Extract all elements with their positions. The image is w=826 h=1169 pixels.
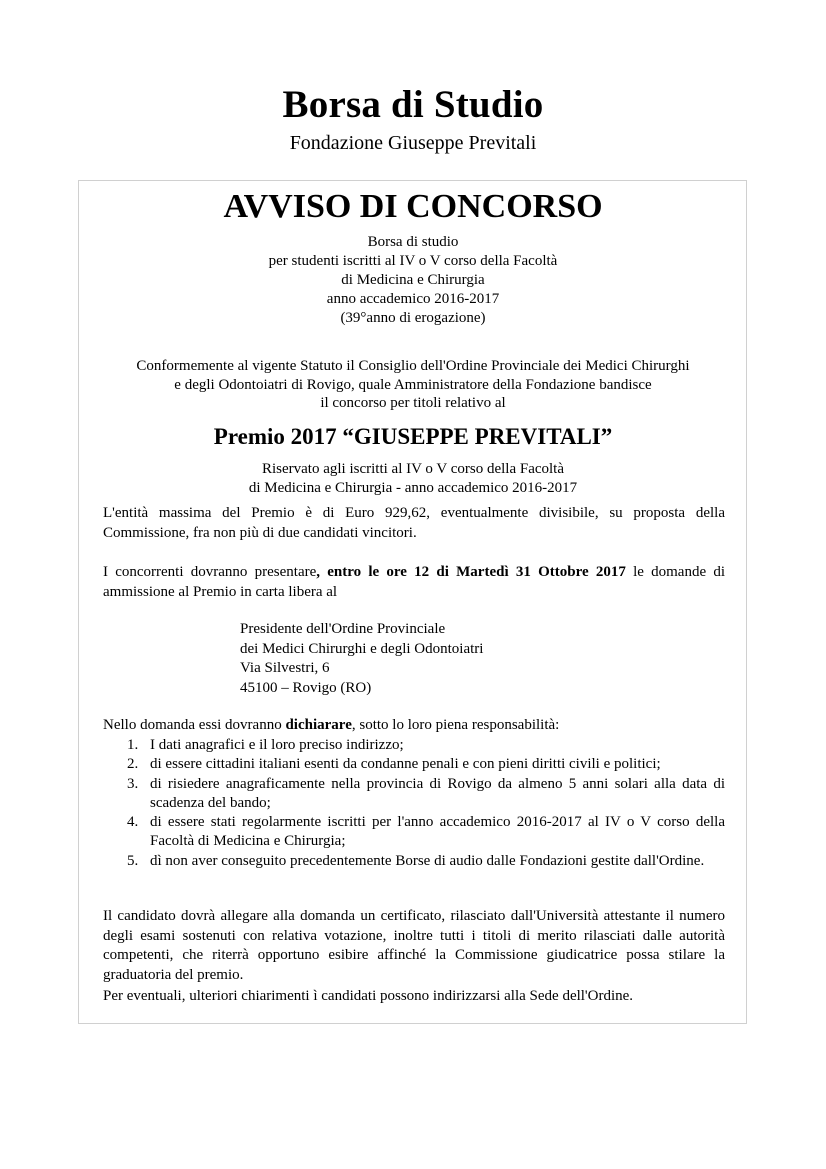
address-line: 45100 – Rovigo (RO) <box>240 679 372 696</box>
page-title: Borsa di Studio <box>282 83 544 126</box>
list-number: 2. <box>127 756 139 773</box>
detail-line: di Medicina e Chirurgia <box>341 272 485 288</box>
certificate-paragraph: Il candidato dovrà allegare alla domanda un certificato, rilasciato dall'Università attestante il numero degli esami sostenuti con relativa votazione, inoltre tutti i titoli di merito rilasciati dalle autorità competenti, che riterrà opportuno esibire affinché la Commissione giudicatrice possa stilare la graduatoria del premio. <box>103 908 725 983</box>
prize-title: Premio 2017 “GIUSEPPE PREVITALI” <box>213 424 613 449</box>
list-item-text: di essere stati regolarmente iscritti per l'anno accademico 2016-2017 al IV o V corso della Facoltà di Medicina e Chirurgia; <box>150 814 725 850</box>
deadline-text-end: le domande di ammissione al Premio in carta libera al <box>103 564 725 600</box>
address-line: Via Silvestri, 6 <box>240 660 330 676</box>
list-item-text: I dati anagrafici e il loro preciso indirizzo; <box>150 737 404 753</box>
declaration-text-start: Nello domanda essi dovranno <box>103 717 286 733</box>
detail-line: Borsa di studio <box>367 234 459 250</box>
intro-line: il concorso per titoli relativo al <box>320 395 506 411</box>
list-number: 3. <box>127 775 139 792</box>
list-item-text: dì non aver conseguito precedentemente Borse di audio dalle Fondazioni gestite dall'Ordine. <box>150 852 705 869</box>
amount-paragraph: L'entità massima del Premio è di Euro 929,62, eventualmente divisibile, su proposta della Commissione, fra non più di due candidati vincitori. <box>103 505 725 541</box>
list-item-text: di risiedere anagraficamente nella provincia di Rovigo da almeno 5 anni solari alla data di scadenza del bando; <box>150 775 725 811</box>
scholarship-details <box>0 233 826 328</box>
notice-heading: AVVISO DI CONCORSO <box>223 188 603 225</box>
deadline-text-start: I concorrenti dovranno presentare <box>103 564 317 580</box>
page-subtitle: Fondazione Giuseppe Previtali <box>289 132 537 154</box>
closing-line: Per eventuali, ulteriori chiarimenti ì candidati possono indirizzarsi alla Sede dell'Ordine. <box>103 988 634 1004</box>
intro-text <box>0 357 826 413</box>
address-block <box>240 620 483 698</box>
list-item-text: di essere cittadini italiani esenti da condanne penali e con pieni diritti civili e politici; <box>150 756 661 773</box>
list-item <box>103 813 725 852</box>
list-number: 4. <box>127 814 139 831</box>
detail-line: per studenti iscritti al IV o V corso della Facoltà <box>268 253 558 269</box>
address-line: dei Medici Chirurghi e degli Odontoiatri <box>240 640 484 657</box>
list-number: 5. <box>127 852 139 869</box>
intro-line: Conformemente al vigente Statuto il Consiglio dell'Ordine Provinciale dei Medici Chirurghi <box>136 358 690 374</box>
list-item <box>103 852 725 871</box>
list-item <box>103 755 725 774</box>
requirements-list <box>103 736 725 871</box>
list-item <box>103 775 725 814</box>
detail-line: (39°anno di erogazione) <box>340 310 486 326</box>
deadline-paragraph <box>103 563 725 602</box>
list-item <box>103 736 725 755</box>
declaration-keyword: dichiarare <box>285 717 352 733</box>
intro-line: e degli Odontoiatri di Rovigo, quale Amministratore della Fondazione bandisce <box>174 376 652 393</box>
declaration-intro <box>103 716 725 736</box>
detail-line: anno accademico 2016-2017 <box>326 291 500 307</box>
declaration-text-end: , sotto lo loro piena responsabilità: <box>351 717 560 733</box>
list-number: 1. <box>127 737 139 753</box>
reserved-line: Riservato agli iscritti al IV o V corso della Facoltà <box>261 461 565 477</box>
reserved-line: di Medicina e Chirurgia - anno accademico 2016-2017 <box>248 480 578 496</box>
reserved-note <box>0 460 826 498</box>
address-line: Presidente dell'Ordine Provinciale <box>240 621 446 637</box>
deadline-date: , entro le ore 12 di Martedì 31 Ottobre 2017 <box>316 564 626 580</box>
